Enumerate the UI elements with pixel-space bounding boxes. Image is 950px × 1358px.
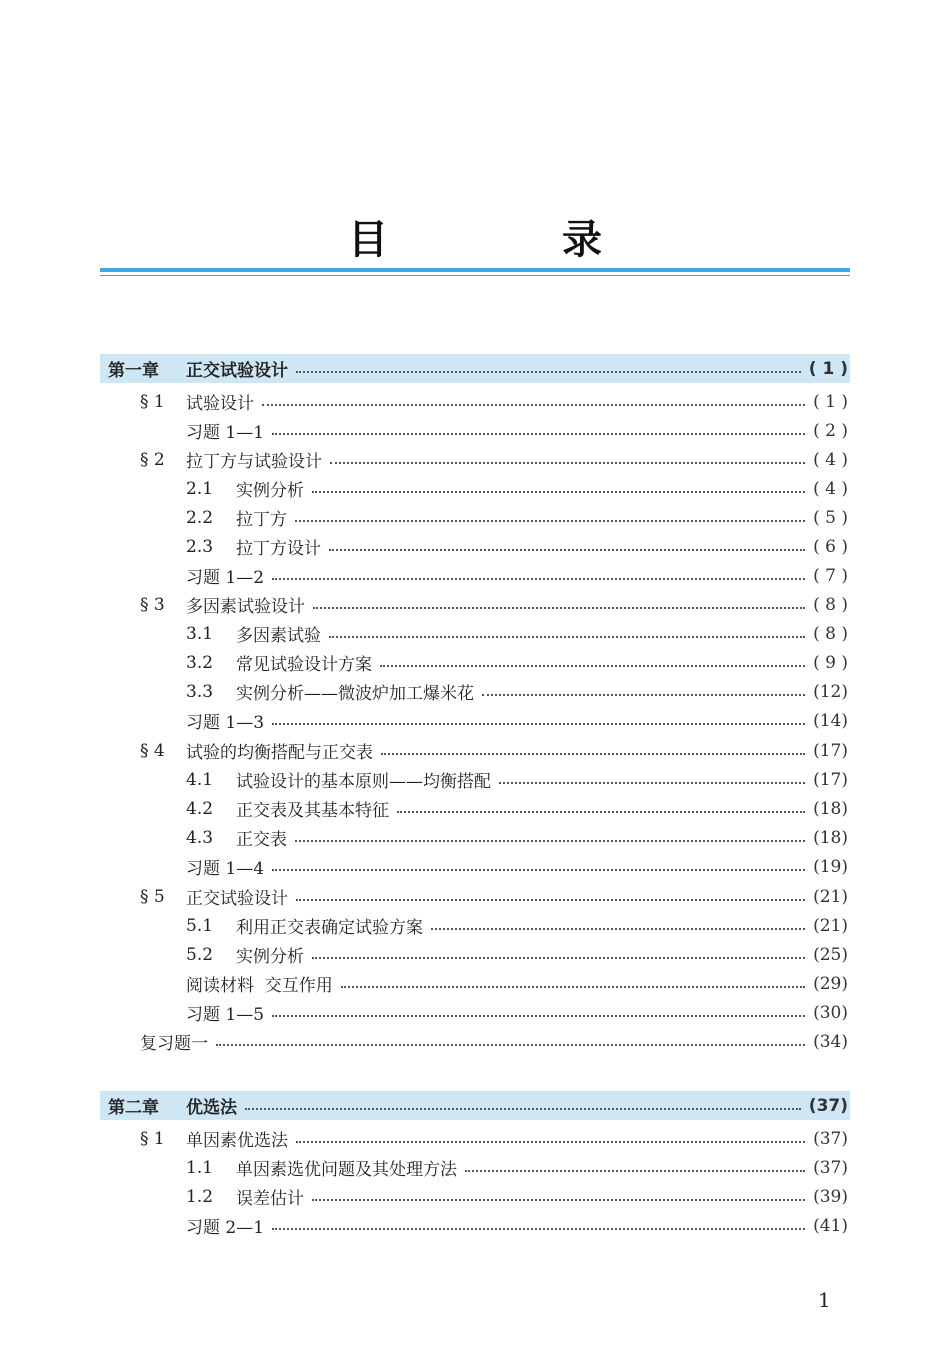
dot-leader [312, 957, 805, 959]
toc-entry-number: § 1 [140, 391, 165, 412]
toc-entry [100, 445, 850, 474]
toc-entry-title: 单因素选优问题及其处理方法 [236, 1160, 457, 1180]
dot-leader [431, 928, 805, 930]
dot-leader [397, 811, 805, 813]
toc-entry-page: ( 5 ) [813, 507, 848, 528]
toc-entry-title: 常见试验设计方案 [236, 655, 372, 675]
toc-entry-page: ( 4 ) [813, 449, 848, 470]
dot-leader [499, 782, 805, 784]
toc-entry [100, 1124, 850, 1153]
toc-entry [100, 532, 850, 561]
toc-entry [100, 911, 850, 940]
toc-entry-title: 试验设计的基本原则——均衡搭配 [236, 772, 491, 792]
toc-entry-number: 4.1 [186, 769, 214, 790]
dot-leader [216, 1044, 805, 1046]
toc-entry [100, 590, 850, 619]
dot-leader [329, 549, 805, 551]
toc-entry-title: 多因素试验设计 [186, 597, 305, 617]
toc-entry-number: § 4 [140, 740, 165, 761]
toc-entry-number: 第二章 [108, 1098, 159, 1118]
toc-entry [100, 1182, 850, 1211]
toc-entry-number: § 5 [140, 886, 165, 907]
toc-entry-number: 5.2 [186, 944, 214, 965]
heading-rule-thin [100, 275, 850, 276]
toc-entry-number: 1.1 [186, 1157, 214, 1178]
toc-entry-number: 3.2 [186, 652, 214, 673]
toc-entry-title: 多因素试验 [236, 626, 321, 646]
dot-leader [295, 840, 805, 842]
toc-chapter-entry [100, 1091, 850, 1120]
dot-leader [296, 371, 801, 373]
dot-leader [330, 462, 805, 464]
dot-leader [341, 986, 805, 988]
dot-leader [312, 491, 805, 493]
toc-entry-title: 习题 1—1 [186, 423, 265, 443]
dot-leader [272, 578, 805, 580]
toc-entry [100, 794, 850, 823]
toc-entry-page: (18) [813, 798, 848, 819]
toc-entry-number: 5.1 [186, 915, 214, 936]
toc-entry-page: (39) [813, 1186, 848, 1207]
toc-entry-page: ( 1 ) [813, 391, 848, 412]
toc-entry-page: ( 9 ) [813, 652, 848, 673]
toc-entry-page: ( 2 ) [813, 420, 848, 441]
toc-entry-title: 实例分析 [236, 947, 304, 967]
toc-entry-number: § 3 [140, 594, 165, 615]
toc-entry-number: § 1 [140, 1128, 165, 1149]
toc-entry-page: (18) [813, 827, 848, 848]
toc-entry [100, 852, 850, 881]
dot-leader [465, 1170, 805, 1172]
dot-leader [272, 433, 805, 435]
toc-entry [100, 736, 850, 765]
toc-entry-title: 拉丁方与试验设计 [186, 452, 322, 472]
dot-leader [272, 1015, 805, 1017]
toc-entry-page: (30) [813, 1002, 848, 1023]
toc-entry-page: (41) [813, 1215, 848, 1236]
toc-entry [100, 998, 850, 1027]
toc-entry-page: (29) [813, 973, 848, 994]
toc-entry-title: 单因素优选法 [186, 1131, 288, 1151]
toc-entry-title: 实例分析——微波炉加工爆米花 [236, 684, 474, 704]
toc-entry-page: (12) [813, 681, 848, 702]
toc-entry [100, 648, 850, 677]
toc-entry [100, 969, 850, 998]
toc-entry-title: 正交表 [236, 830, 287, 850]
toc-entry [100, 823, 850, 852]
toc-entry-number: 4.2 [186, 798, 214, 819]
dot-leader [313, 607, 805, 609]
toc-entry-number: 第一章 [108, 361, 159, 381]
toc-entry [100, 1211, 850, 1240]
toc-entry [100, 387, 850, 416]
toc-entry-page: ( 1 ) [808, 358, 848, 379]
toc-entry [100, 940, 850, 969]
toc-entry-title: 习题 1—3 [186, 713, 265, 733]
dot-leader [482, 694, 805, 696]
dot-leader [272, 723, 805, 725]
toc-entry-page: ( 7 ) [813, 565, 848, 586]
dot-leader [262, 404, 805, 406]
toc-entry-title: 利用正交表确定试验方案 [236, 918, 423, 938]
heading-rule-thick [100, 268, 850, 272]
toc-entry-title: 优选法 [186, 1098, 237, 1118]
toc-entry [100, 706, 850, 735]
toc-entry [100, 474, 850, 503]
toc-entry-page: (25) [813, 944, 848, 965]
toc-entry-title: 阅读材料 交互作用 [186, 976, 333, 996]
toc-entry-title: 复习题一 [140, 1034, 208, 1054]
toc-entry-page: ( 8 ) [813, 623, 848, 644]
toc-entry [100, 677, 850, 706]
toc-entry-page: ( 8 ) [813, 594, 848, 615]
toc-entry-page: (37) [813, 1128, 848, 1149]
toc-entry-page: (19) [813, 856, 848, 877]
toc-entry-title: 试验设计 [186, 394, 254, 414]
toc-entry-number: 2.1 [186, 478, 214, 499]
toc-entry-title: 正交表及其基本特征 [236, 801, 389, 821]
toc-entry [100, 882, 850, 911]
toc-entry-title: 误差估计 [236, 1189, 304, 1209]
toc-entry-title: 实例分析 [236, 481, 304, 501]
dot-leader [296, 1141, 805, 1143]
toc-entry-number: § 2 [140, 449, 165, 470]
toc-entry-title: 习题 2—1 [186, 1218, 265, 1238]
dot-leader [312, 1199, 805, 1201]
toc-entry [100, 1027, 850, 1056]
toc-heading: 目 录 [348, 217, 682, 263]
toc-entry-number: 3.3 [186, 681, 214, 702]
toc-entry-page: (21) [813, 915, 848, 936]
toc-entry-page: ( 4 ) [813, 478, 848, 499]
toc-chapter-entry [100, 354, 850, 383]
dot-leader [272, 1228, 805, 1230]
page-number: 1 [818, 1288, 831, 1312]
toc-entry [100, 619, 850, 648]
toc-entry-number: 2.2 [186, 507, 214, 528]
toc-entry-page: (37) [813, 1157, 848, 1178]
toc-entry [100, 1153, 850, 1182]
toc-entry-number: 3.1 [186, 623, 214, 644]
toc-entry-title: 正交试验设计 [186, 361, 288, 381]
toc-entry-number: 1.2 [186, 1186, 214, 1207]
toc-entry-page: (21) [813, 886, 848, 907]
toc-entry [100, 561, 850, 590]
toc-entry-number: 2.3 [186, 536, 214, 557]
toc-entry-title: 正交试验设计 [186, 889, 288, 909]
toc-entry-number: 4.3 [186, 827, 214, 848]
dot-leader [272, 869, 805, 871]
dot-leader [296, 899, 805, 901]
toc-entry-page: (34) [813, 1031, 848, 1052]
toc-entry [100, 503, 850, 532]
dot-leader [380, 665, 805, 667]
dot-leader [295, 520, 805, 522]
toc-entry-page: (17) [813, 740, 848, 761]
toc-entry [100, 765, 850, 794]
toc-entry-title: 习题 1—2 [186, 568, 265, 588]
toc-entry-title: 习题 1—5 [186, 1005, 265, 1025]
toc-entry-title: 拉丁方 [236, 510, 287, 530]
dot-leader [381, 753, 805, 755]
toc-entry-page: (37) [808, 1095, 848, 1116]
toc-entry [100, 416, 850, 445]
toc-entry-page: (14) [813, 710, 848, 731]
dot-leader [245, 1108, 801, 1110]
toc-entry-title: 拉丁方设计 [236, 539, 321, 559]
toc-entry-title: 试验的均衡搭配与正交表 [186, 743, 373, 763]
toc-entry-page: (17) [813, 769, 848, 790]
toc-entry-page: ( 6 ) [813, 536, 848, 557]
toc-entry-title: 习题 1—4 [186, 859, 265, 879]
dot-leader [329, 636, 805, 638]
